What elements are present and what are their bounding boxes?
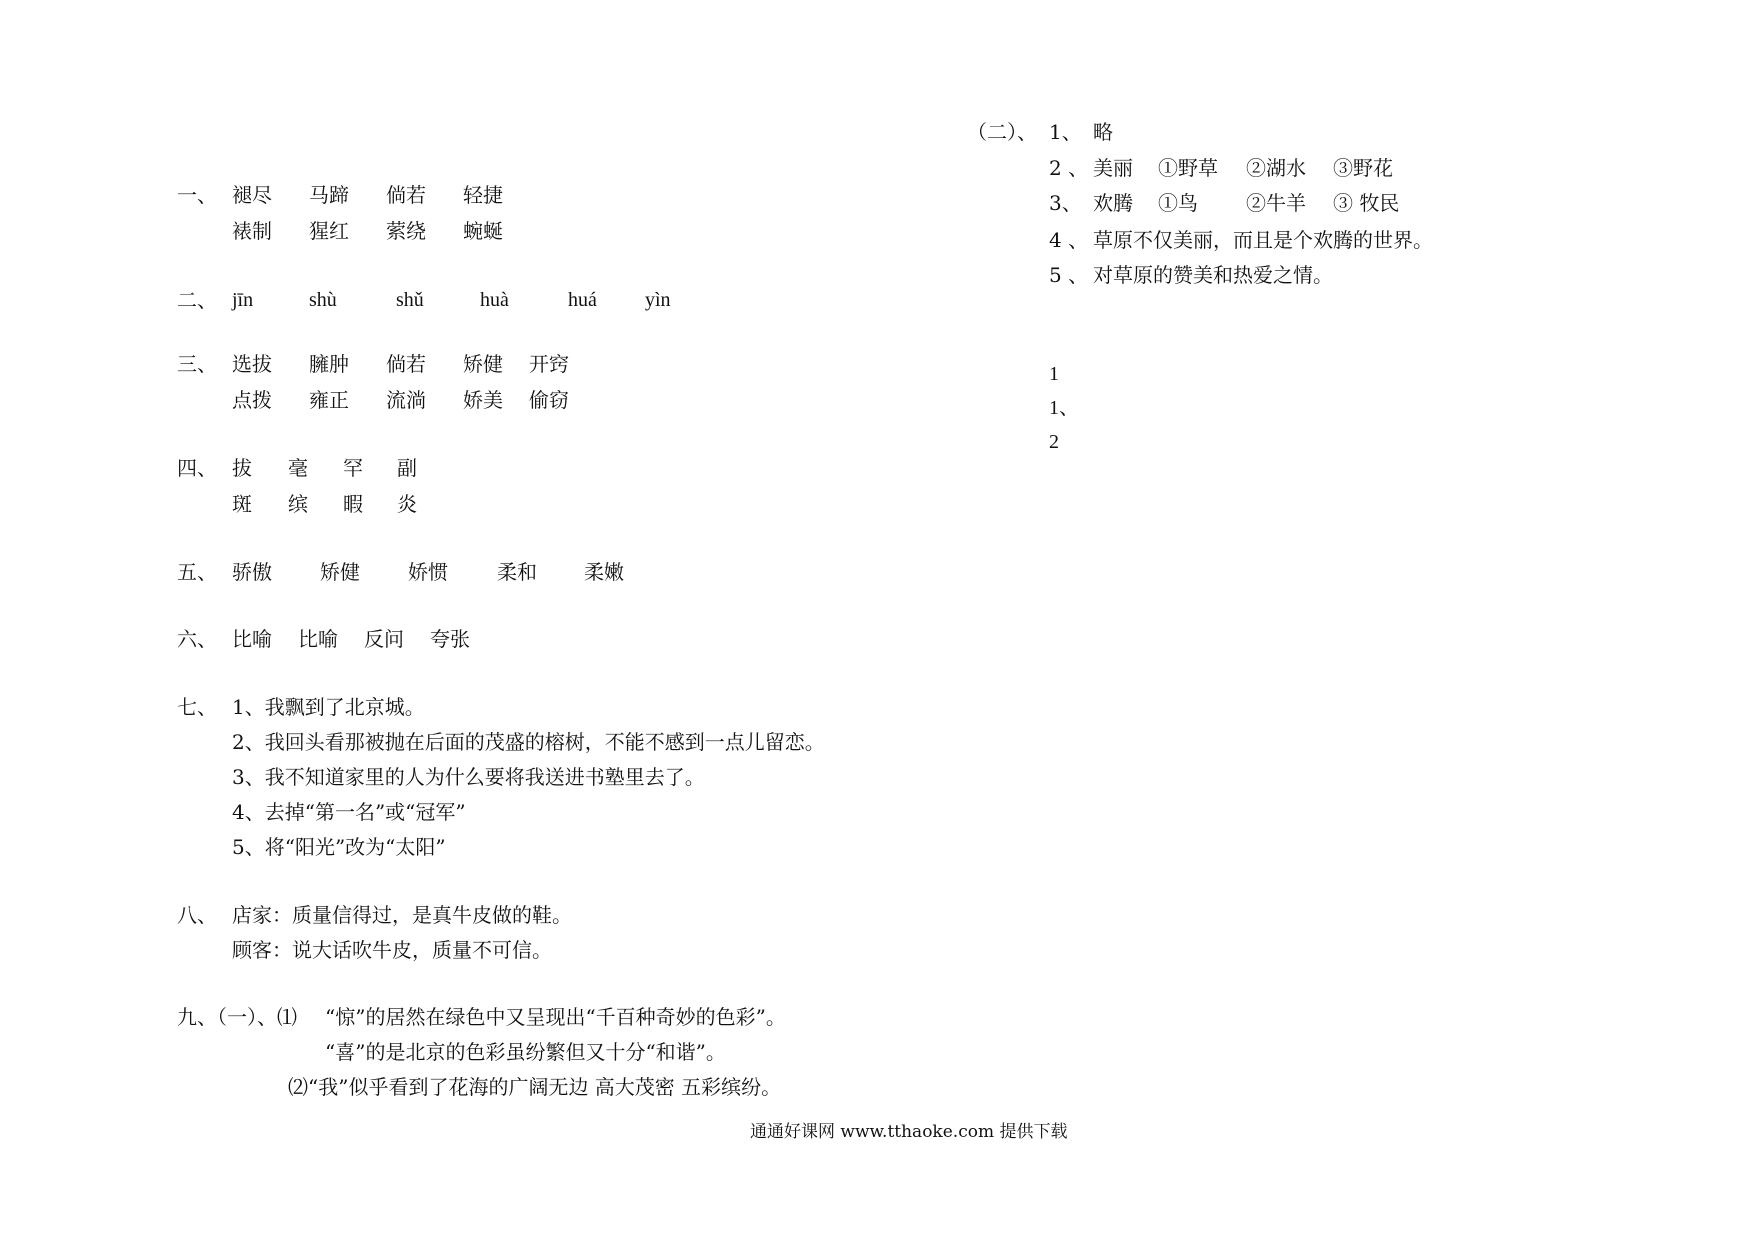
section-5-number: 五、: [177, 560, 217, 584]
word: 开窍: [529, 352, 569, 376]
section-7-number: 七、: [177, 695, 217, 719]
item-number: 3、: [1049, 191, 1082, 215]
sentence: 1、我飘到了北京城。: [232, 695, 425, 719]
right-section-label: （二）、: [967, 120, 1037, 144]
word: 臃肿: [309, 352, 349, 376]
char: 缤: [288, 492, 308, 516]
word: 倘若: [386, 352, 426, 376]
word: 比喻: [232, 627, 272, 651]
word: 流淌: [386, 388, 426, 412]
word: 倘若: [386, 183, 426, 207]
word: 娇惯: [408, 560, 448, 584]
answer-word: ③野花: [1333, 156, 1393, 180]
word: 蜿蜒: [463, 219, 503, 243]
word: 偷窃: [529, 388, 569, 412]
sentence: 5、将“阳光”改为“太阳”: [232, 835, 446, 859]
stray-number: 1: [1049, 363, 1059, 385]
char: 炎: [397, 492, 417, 516]
stray-number: 2: [1049, 431, 1059, 453]
answer-word: ③ 牧民: [1333, 191, 1400, 215]
answer-word: 欢腾: [1093, 191, 1133, 215]
sentence: ⑵“我”似乎看到了花海的广阔无边 高大茂密 五彩缤纷。: [288, 1075, 782, 1099]
item-number: 5 、: [1049, 263, 1089, 287]
section-8-number: 八、: [177, 903, 217, 927]
section-9-number: 九、（一）、⑴: [177, 1005, 297, 1029]
item-number: 4 、: [1049, 228, 1089, 252]
char: 拔: [232, 456, 252, 480]
answer-word: ①鸟: [1158, 191, 1198, 215]
word: 矫健: [320, 560, 360, 584]
section-6-number: 六、: [177, 627, 217, 651]
answer-word: ②牛羊: [1246, 191, 1306, 215]
word: 反问: [364, 627, 404, 651]
char: 暇: [343, 492, 363, 516]
section-3-number: 三、: [177, 352, 217, 376]
word: 褪尽: [232, 183, 272, 207]
footer-credit: 通通好课网 www.tthaoke.com 提供下载: [750, 1122, 1068, 1142]
stray-number: 1、: [1049, 397, 1079, 419]
section-4-number: 四、: [177, 456, 217, 480]
char: 副: [397, 456, 417, 480]
sentence: “惊”的居然在绿色中又呈现出“千百种奇妙的色彩”。: [325, 1005, 786, 1029]
word: 马蹄: [309, 183, 349, 207]
word: 夸张: [430, 627, 470, 651]
item-number: 2 、: [1049, 156, 1089, 180]
sentence: 3、我不知道家里的人为什么要将我送进书塾里去了。: [232, 765, 705, 789]
word: 选拔: [232, 352, 272, 376]
word: 柔嫩: [584, 560, 624, 584]
pinyin: shù: [309, 289, 337, 311]
pinyin: huá: [568, 289, 597, 311]
word: 萦绕: [386, 219, 426, 243]
word: 轻捷: [463, 183, 503, 207]
dialogue-line: 店家：质量信得过，是真牛皮做的鞋。: [232, 903, 572, 927]
answer-text: 草原不仅美丽，而且是个欢腾的世界。: [1093, 228, 1433, 252]
sentence: 2、我回头看那被抛在后面的茂盛的榕树，不能不感到一点儿留恋。: [232, 730, 825, 754]
char: 罕: [343, 456, 363, 480]
word: 裱制: [232, 219, 272, 243]
dialogue-line: 顾客：说大话吹牛皮，质量不可信。: [232, 938, 552, 962]
item-number: 1、: [1049, 120, 1082, 144]
word: 骄傲: [232, 560, 272, 584]
answer-word: 美丽: [1093, 156, 1133, 180]
sentence: “喜”的是北京的色彩虽纷繁但又十分“和谐”。: [325, 1040, 726, 1064]
answer-text: 对草原的赞美和热爱之情。: [1093, 263, 1333, 287]
pinyin: jīn: [232, 289, 254, 311]
char: 毫: [288, 456, 308, 480]
word: 柔和: [497, 560, 537, 584]
word: 点拨: [232, 388, 272, 412]
word: 雍正: [309, 388, 349, 412]
pinyin: yìn: [645, 289, 671, 311]
answer-text: 略: [1093, 120, 1113, 144]
word: 比喻: [298, 627, 338, 651]
word: 矫健: [463, 352, 503, 376]
char: 斑: [232, 492, 252, 516]
pinyin: shǔ: [396, 289, 424, 311]
answer-word: ①野草: [1158, 156, 1218, 180]
pinyin: huà: [480, 289, 509, 311]
section-2-number: 二、: [177, 288, 217, 312]
section-1-number: 一、: [177, 183, 217, 207]
word: 娇美: [463, 388, 503, 412]
word: 猩红: [309, 219, 349, 243]
sentence: 4、去掉“第一名”或“冠军”: [232, 800, 466, 824]
answer-word: ②湖水: [1246, 156, 1306, 180]
